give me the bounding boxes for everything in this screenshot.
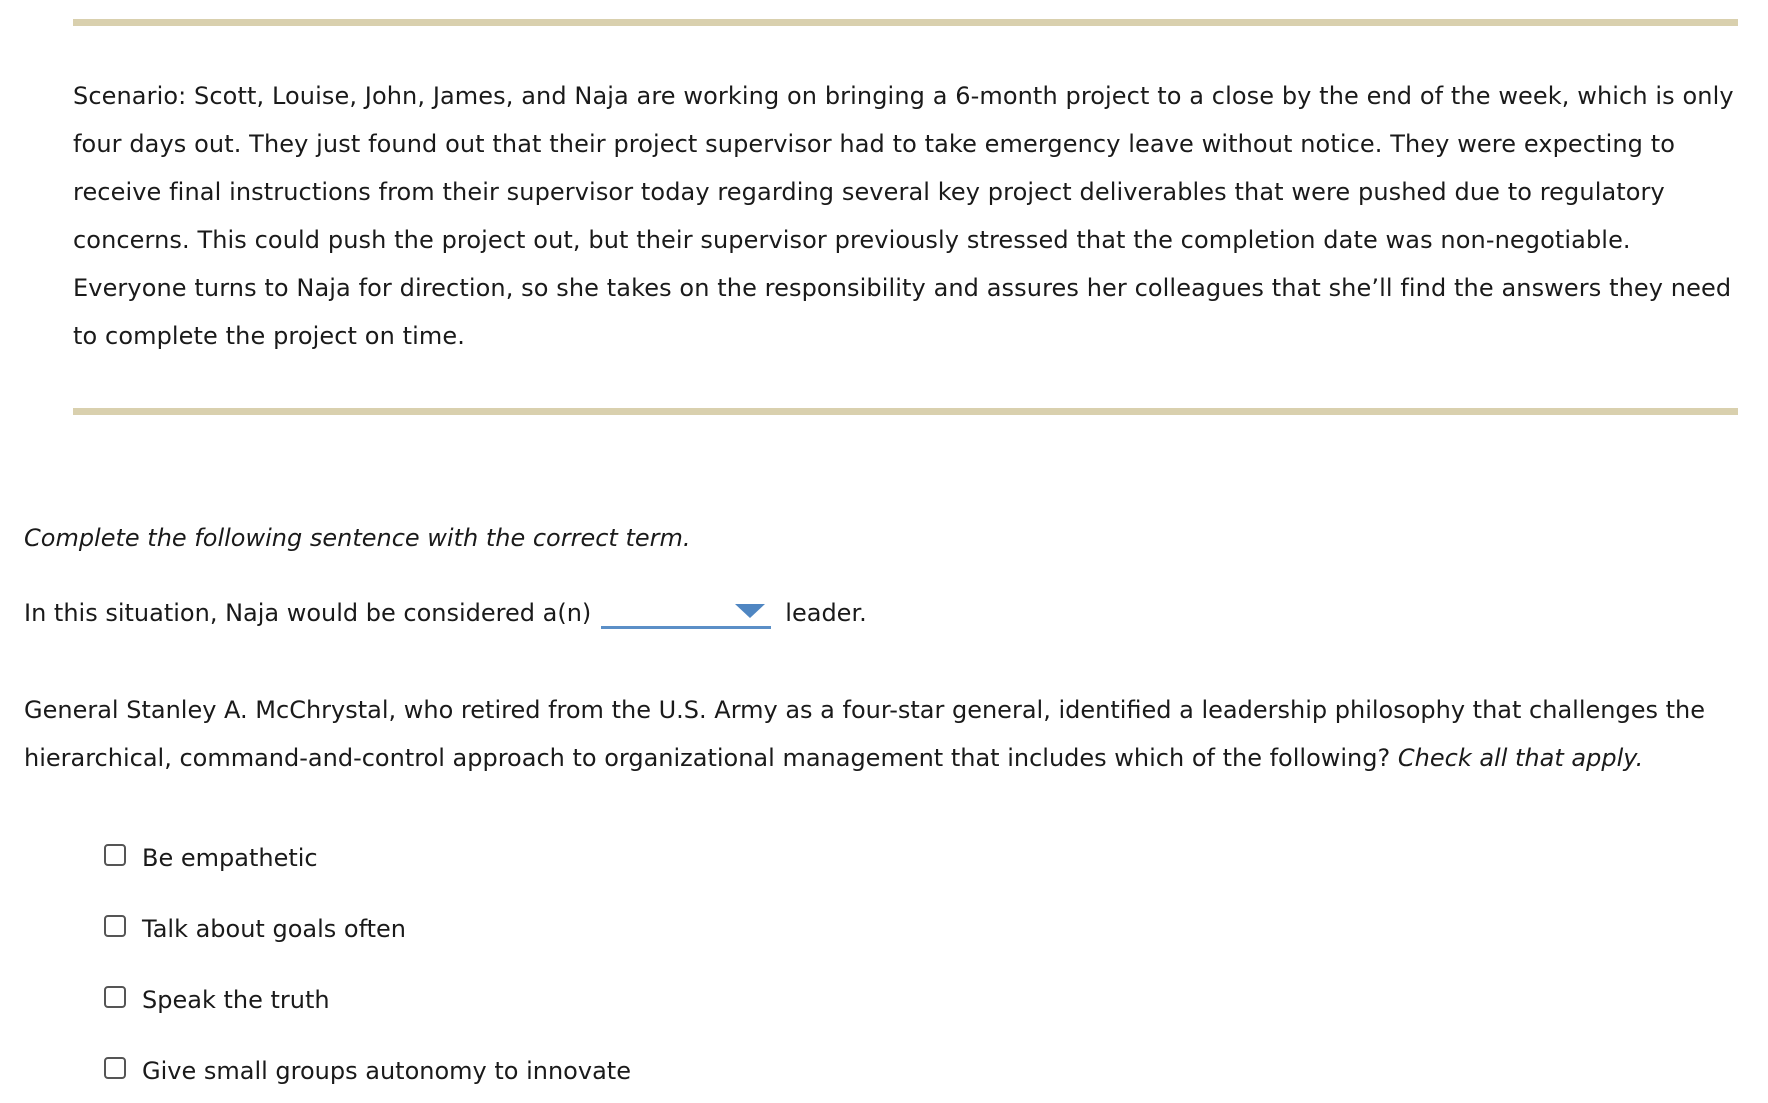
option-label[interactable]: Be empathetic xyxy=(142,844,318,872)
question2-prompt xyxy=(24,686,1744,782)
scenario-top-divider xyxy=(73,19,1738,26)
question2-prompt-text: General Stanley A. McChrystal, who retired from the U.S. Army as a four-star general, identified a leadership philosophy that challenges the hierarchical, command-and-control approach to organizational management that includes which of the following? xyxy=(24,696,1705,772)
scenario-text: Scenario: Scott, Louise, John, James, and Naja are working on bringing a 6-month project to a close by the end of the week, which is only four days out. They just found out that their project supervisor had to take emergency leave without notice. They were expecting to receive final instructions from their supervisor today regarding several key project deliverables that were pushed due to regulatory concerns. This could push the project out, but their supervisor previously stressed that the completion date was non-negotiable. Everyone turns to Naja for direction, so she takes on the responsibility and assures her colleagues that she’ll find the answers they need to complete the project on time. xyxy=(73,82,1734,350)
checkbox-options-list xyxy=(104,820,631,1103)
option-talk-about-goals[interactable] xyxy=(104,890,631,961)
checkbox[interactable] xyxy=(104,986,126,1008)
option-speak-the-truth[interactable] xyxy=(104,961,631,1032)
sentence-before-text: In this situation, Naja would be considered a(n) xyxy=(24,598,592,627)
scenario-box xyxy=(73,19,1738,415)
option-label[interactable]: Give small groups autonomy to innovate xyxy=(142,1056,631,1085)
sentence-after-text: leader. xyxy=(785,598,867,627)
question1-sentence xyxy=(24,596,867,629)
leader-type-dropdown[interactable] xyxy=(601,596,771,629)
chevron-down-icon[interactable] xyxy=(735,604,765,618)
question1-instruction: Complete the following sentence with the correct term. xyxy=(24,524,691,552)
option-small-groups-autonomy[interactable] xyxy=(104,1032,631,1103)
option-be-empathetic[interactable] xyxy=(104,820,631,890)
option-label[interactable]: Speak the truth xyxy=(142,985,330,1014)
option-label[interactable]: Talk about goals often xyxy=(142,914,406,943)
checkbox[interactable] xyxy=(104,915,126,937)
question2-prompt-emphasis: Check all that apply. xyxy=(1397,744,1644,772)
scenario-bottom-divider xyxy=(73,408,1738,415)
checkbox[interactable] xyxy=(104,1057,126,1079)
checkbox[interactable] xyxy=(104,844,126,866)
